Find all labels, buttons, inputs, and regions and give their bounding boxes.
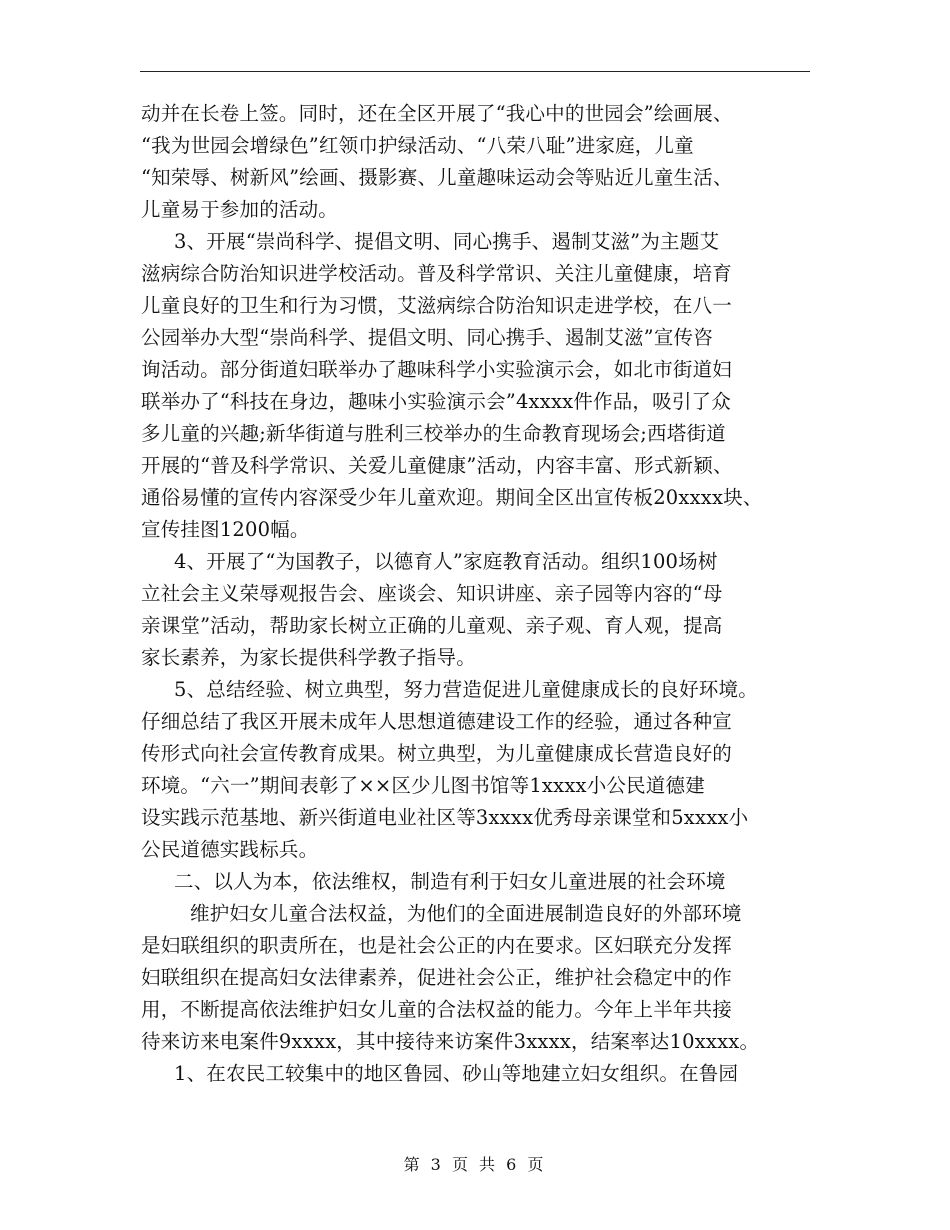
text-line: 多儿童的兴趣;新华街道与胜利三校举办的生命教育现场会;西塔街道 [141,422,726,445]
text-line: 设实践示范基地、新兴街道电业社区等3xxxx优秀母亲课堂和5xxxx小 [141,806,749,829]
paragraph-first-line: 1、在农民工较集中的地区鲁园、砂山等地建立妇女组织。在鲁园 [174,1062,739,1085]
text-line: 儿童易于参加的活动。 [141,198,339,221]
header-rule [140,71,810,72]
text-line: 妇联组织在提高妇女法律素养，促进社会公正，维护社会稳定中的作 [141,966,733,989]
text-line: 用，不断提高依法维护妇女儿童的合法权益的能力。今年上半年共接 [141,998,733,1021]
text-line: 待来访来电案件9xxxx，其中接待来访案件3xxxx，结案率达10xxxx。 [141,1030,760,1053]
text-line: 家长素养，为家长提供科学教子指导。 [141,646,476,669]
text-line: 动并在长卷上签。同时，还在全区开展了“我心中的世园会”绘画展、 [141,102,733,125]
section-heading: 二、以人为本，依法维权，制造有利于妇女儿童进展的社会环境 [174,870,726,893]
paragraph-first-line: 4、开展了“为国教子，以德育人”家庭教育活动。组织100场树 [174,550,718,573]
text-line: 公园举办大型“崇尚科学、提倡文明、同心携手、遏制艾滋”宣传咨 [141,326,713,349]
text-line: “我为世园会增绿色”红领巾护绿活动、“八荣八耻”进家庭，儿童 [141,134,694,157]
text-line: 滋病综合防治知识进学校活动。普及科学常识、关注儿童健康，培育 [141,262,733,285]
text-line: 开展的“普及科学常识、关爱儿童健康”活动，内容丰富、形式新颖、 [141,454,733,477]
text-line: 是妇联组织的职责所在，也是社会公正的内在要求。区妇联充分发挥 [141,934,733,957]
text-line: 仔细总结了我区开展未成年人思想道德建设工作的经验，通过各种宣 [141,710,733,733]
text-line: 传形式向社会宣传教育成果。树立典型，为儿童健康成长营造良好的 [141,742,733,765]
text-line: 环境。“六一”期间表彰了××区少儿图书馆等1xxxx小公民道德建 [141,774,705,797]
text-line: 儿童良好的卫生和行为习惯，艾滋病综合防治知识走进学校，在八一 [141,294,733,317]
paragraph-first-line: 5、总结经验、树立典型，努力营造促进儿童健康成长的良好环境。 [174,678,758,701]
paragraph-first-line: 维护妇女儿童合法权益，为他们的全面进展制造良好的外部环境 [190,902,742,925]
text-line: 询活动。部分街道妇联举办了趣味科学小实验演示会，如北市街道妇 [141,358,733,381]
text-line: 宣传挂图1200幅。 [141,518,310,541]
paragraph-first-line: 3、开展“崇尚科学、提倡文明、同心携手、遏制艾滋”为主题艾 [174,230,720,253]
text-line: 联举办了“科技在身边，趣味小实验演示会”4xxxx件作品，吸引了众 [141,390,731,413]
text-line: 通俗易懂的宣传内容深受少年儿童欢迎。期间全区出宣传板20xxxx块、 [141,486,763,509]
text-line: 立社会主义荣辱观报告会、座谈会、知识讲座、亲子园等内容的“母 [141,582,723,605]
page-number: 第 3 页 共 6 页 [403,1155,547,1174]
text-line: 亲课堂”活动，帮助家长树立正确的儿童观、亲子观、育人观，提高 [141,614,723,637]
text-line: 公民道德实践标兵。 [141,838,319,861]
text-line: “知荣辱、树新风”绘画、摄影赛、儿童趣味运动会等贴近儿童生活、 [141,166,733,189]
